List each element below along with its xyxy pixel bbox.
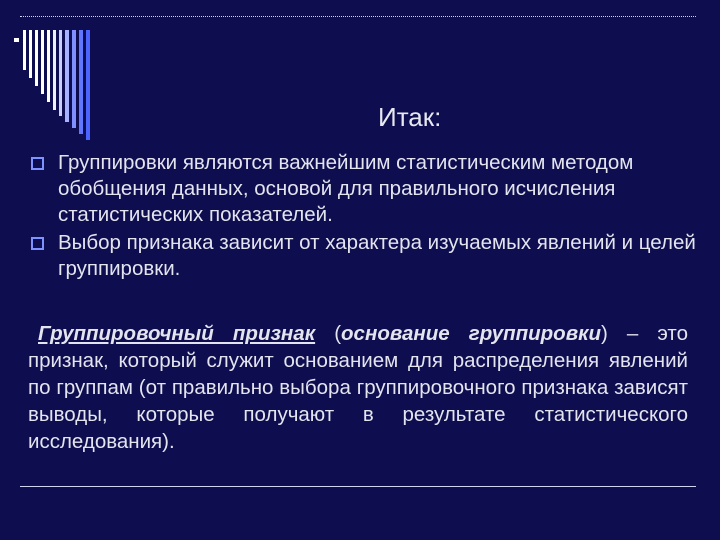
hollow-square-bullet-icon [31,237,44,250]
definition-text: ) – это признак, который служит основанием для распределения явлений по группам (от правильно выбора группировочного признака зависят выводы, которые получают в результате статистического исследования). [28,322,688,453]
decorative-bars [14,30,124,150]
bullet-item [28,150,698,228]
hollow-square-bullet-icon [31,157,44,170]
bullet-item [28,230,698,282]
slide-title: Итак: [378,102,442,132]
bullet-text: Выбор признака зависит от характера изучаемых явлений и целей группировки. [58,231,696,280]
definition-open-paren: ( [315,322,342,345]
bullet-list [28,150,698,284]
definition-base: основание группировки [341,322,602,345]
definition-term: Группировочный признак [38,322,316,345]
definition-paragraph [28,320,688,455]
top-dotted-rule [20,16,696,17]
bullet-text: Группировки являются важнейшим статистическим методом обобщения данных, основой для правильного исчисления статистических показателей. [58,151,634,226]
bottom-rule [20,486,696,487]
